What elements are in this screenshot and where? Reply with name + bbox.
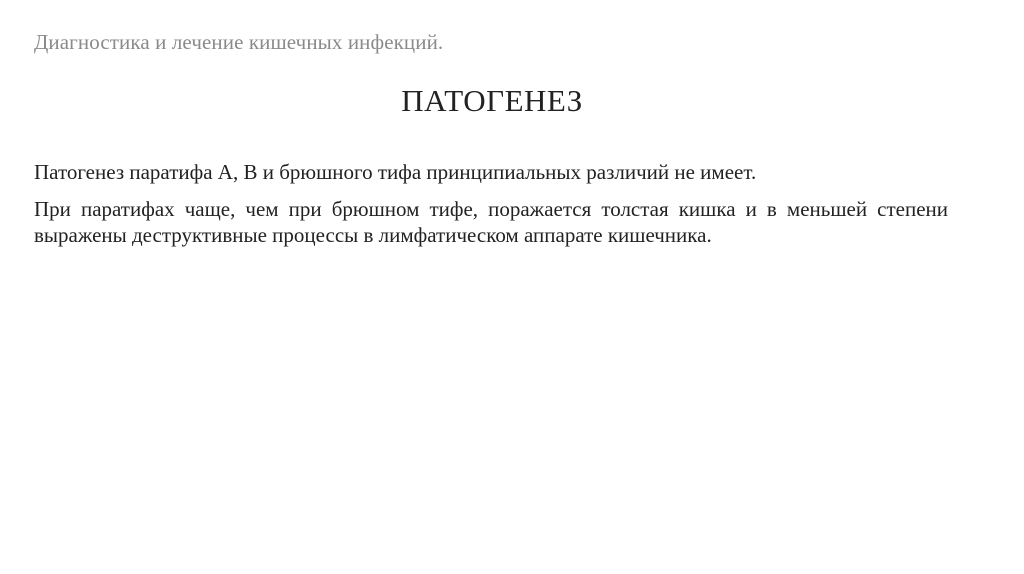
paragraph-1: Патогенез паратифа А, В и брюшного тифа принципиальных различий не имеет. [34,160,757,184]
slide-subtitle: Диагностика и лечение кишечных инфекций. [34,30,444,54]
slide-title: ПАТОГЕНЕЗ [401,83,583,118]
paragraph-2: При паратифах чаще, чем при брюшном тифе, поражается толстая кишка и в меньшей степени выражены деструктивные процессы в лимфатическом аппарате кишечника. [34,197,948,247]
